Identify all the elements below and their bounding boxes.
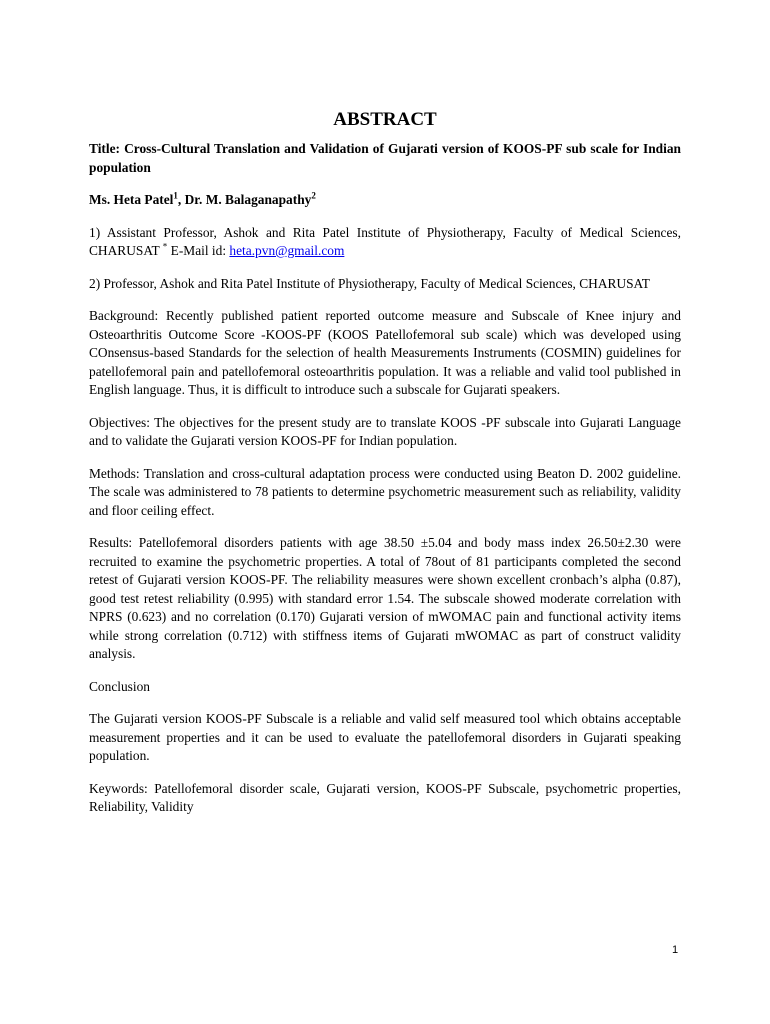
background-paragraph: Background: Recently published patient reported outcome measure and Subscale of Knee injury and Osteoarthritis Outcome Score -KOOS-PF (KOOS Patellofemoral sub scale) which was developed using COnsensus-based Standards for the selection of health Measurements Instruments (COSMIN) guidelines for patellofemoral pain and patellofemoral osteoarthritis population. It was a reliable and valid tool published in English language. Thus, it is difficult to introduce such a subscale for Gujarati speakers. — [89, 308, 681, 397]
abstract-page — [89, 108, 681, 831]
affiliation-1-text: 1) Assistant Professor, Ashok and Rita Patel Institute of Physiotherapy, Faculty of Medical Sciences, CHARUSAT — [89, 224, 681, 258]
author-1-affiliation-mark: 1 — [173, 190, 178, 201]
corresponding-star: * — [162, 241, 168, 252]
page-number: 1 — [672, 944, 679, 956]
author-2: Dr. M. Balaganapathy — [184, 192, 312, 207]
email-link[interactable]: heta.pvn@gmail.com — [229, 243, 345, 258]
objectives-paragraph: Objectives: The objectives for the present study are to translate KOOS -PF subscale into Gujarati Language and to validate the Gujarati version KOOS-PF for Indian population. — [89, 414, 681, 448]
author-2-affiliation-mark: 2 — [311, 190, 316, 201]
author-line — [89, 191, 681, 210]
methods-paragraph: Methods: Translation and cross-cultural adaptation process were conducted using Beaton D. 2002 guideline. The scale was administered to 78 patients to determine psychometric measurement such as reliability, validity and floor ceiling effect. — [89, 465, 681, 518]
conclusion-heading: Conclusion — [89, 678, 151, 694]
affiliation-2: 2) Professor, Ashok and Rita Patel Institute of Physiotherapy, Faculty of Medical Sciences, CHARUSAT — [89, 275, 650, 291]
abstract-heading: ABSTRACT — [333, 109, 437, 130]
keywords-paragraph: Keywords: Patellofemoral disorder scale, Gujarati version, KOOS-PF Subscale, psychometric properties, Reliability, Validity — [89, 780, 681, 814]
results-paragraph: Results: Patellofemoral disorders patients with age 38.50 ±5.04 and body mass index 26.50±2.30 were recruited to examine the psychometric properties. A total of 78out of 81 participants completed the second retest of Gujarati version KOOS-PF. The reliability measures were shown excellent cronbach’s alpha (0.87), good test retest reliability (0.995) with standard error 1.54. The subscale showed moderate correlation with NPRS (0.623) and no correlation (0.170) Gujarati version of mWOMAC pain and functional activity items while strong correlation (0.712) with stiffness items of Gujarati mWOMAC as part of construct validity analysis. — [89, 535, 681, 661]
email-label: E-Mail id: — [167, 243, 230, 258]
author-1: Ms. Heta Patel — [89, 192, 174, 207]
author-separator: , — [177, 192, 185, 207]
paper-title: Title: Cross-Cultural Translation and Validation of Gujarati version of KOOS-PF sub scale for Indian population — [89, 141, 681, 175]
affiliation-1 — [89, 224, 681, 261]
conclusion-paragraph: The Gujarati version KOOS-PF Subscale is a reliable and valid self measured tool which obtains acceptable measurement properties and it can be used to evaluate the patellofemoral disorders in Gujarati speaking population. — [89, 711, 681, 763]
